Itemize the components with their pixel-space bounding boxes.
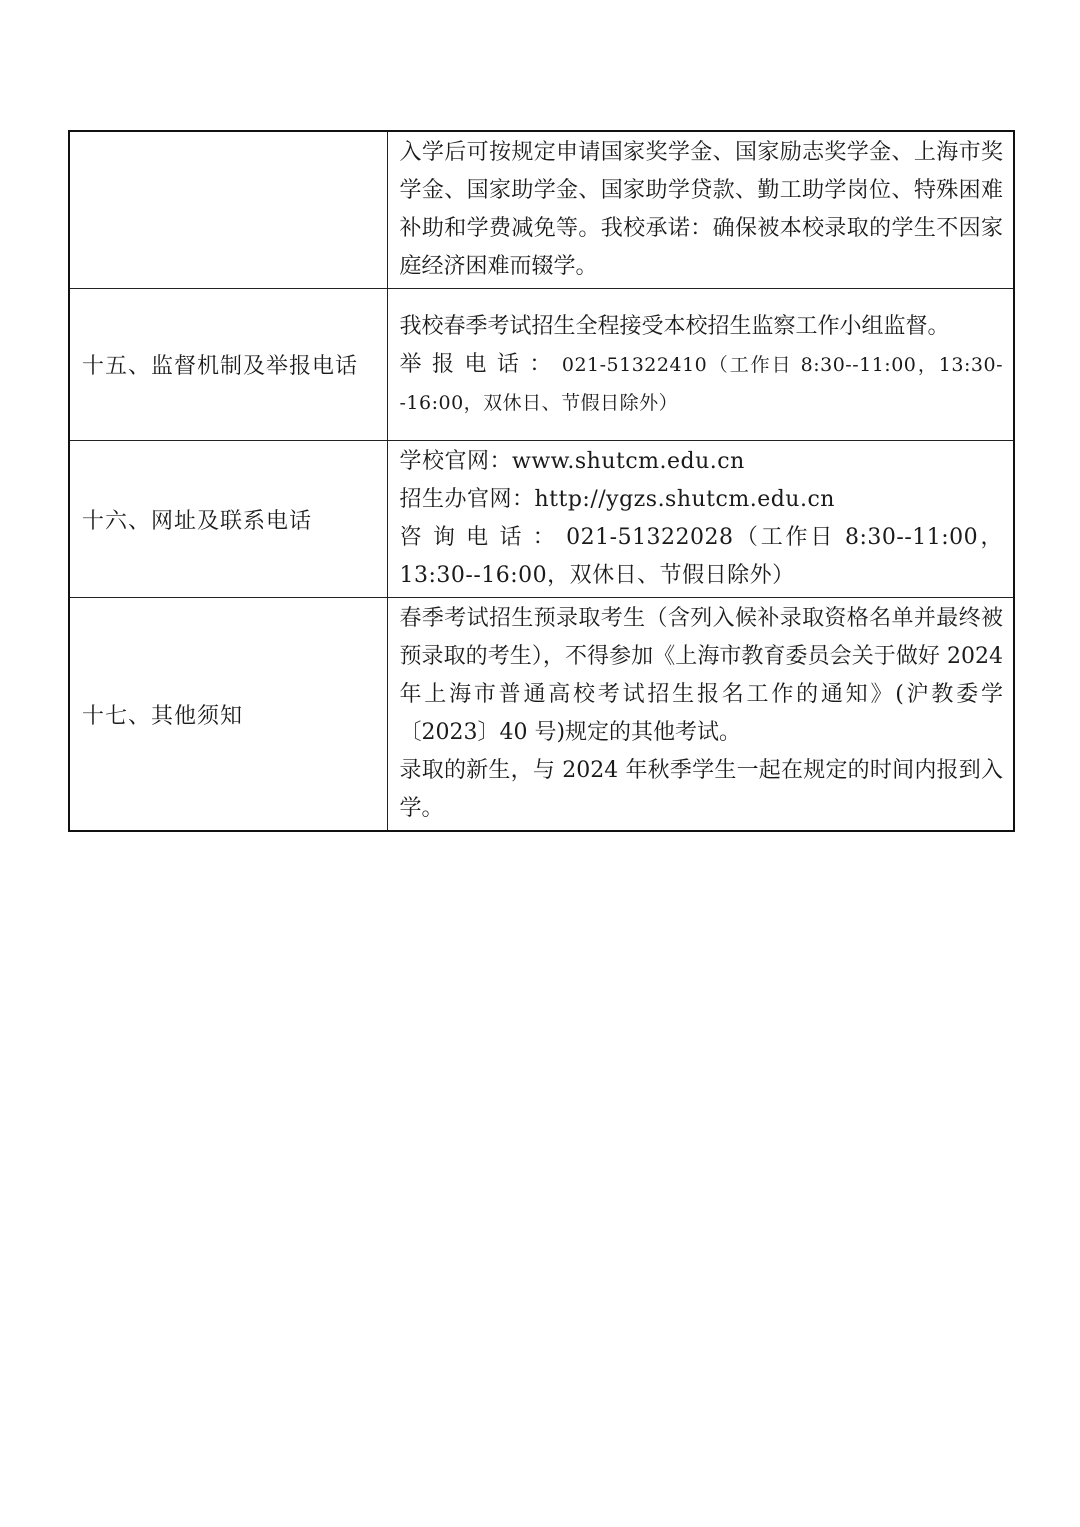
other-notes-paragraph-2: 录取的新生，与 2024 年秋季学生一起在规定的时间内报到入学。 <box>399 758 1003 821</box>
table-row-supervision <box>69 289 1014 441</box>
report-phone-detail: 021-51322410（工作日 8:30--11:00，13:30--16:00，双休日、节假日除外） <box>399 353 1003 414</box>
admissions-info-table <box>68 130 1015 832</box>
row-label: 十六、网址及联系电话 <box>69 441 387 598</box>
consult-phone-detail: 021-51322028（工作日 8:30--11:00，13:30--16:00，双休日、节假日除外） <box>399 525 1003 588</box>
table-row-contact <box>69 441 1014 598</box>
consult-phone-label: 咨询电话： <box>399 525 567 550</box>
table-row-other-notes <box>69 598 1014 832</box>
row-content <box>387 131 1014 289</box>
scholarship-paragraph: 入学后可按规定申请国家奖学金、国家励志奖学金、上海市奖学金、国家助学金、国家助学贷款、勤工助学岗位、特殊困难补助和学费减免等。我校承诺：确保被本校录取的学生不因家庭经济困难而辍学。 <box>399 140 1003 279</box>
admissions-website: 招生办官网：http://ygzs.shutcm.edu.cn <box>399 487 835 512</box>
supervision-paragraph: 我校春季考试招生全程接受本校招生监察工作小组监督。 <box>399 313 950 339</box>
other-notes-paragraph-1: 春季考试招生预录取考生（含列入候补录取资格名单并最终被预录取的考生），不得参加《上海市教育委员会关于做好 2024 年上海市普通高校考试招生报名工作的通知》(沪教委学〔2023〕40 号)规定的其他考试。 <box>399 606 1003 745</box>
report-phone-label: 举报电话： <box>399 351 562 377</box>
row-content <box>387 289 1014 441</box>
row-label <box>69 131 387 289</box>
row-content <box>387 598 1014 832</box>
consult-phone-line <box>400 519 1004 595</box>
report-phone-line <box>400 346 1004 422</box>
row-label: 十七、其他须知 <box>69 598 387 832</box>
table-row-scholarships <box>69 131 1014 289</box>
row-label: 十五、监督机制及举报电话 <box>69 289 387 441</box>
school-website: 学校官网：www.shutcm.edu.cn <box>399 449 745 474</box>
row-content <box>387 441 1014 598</box>
